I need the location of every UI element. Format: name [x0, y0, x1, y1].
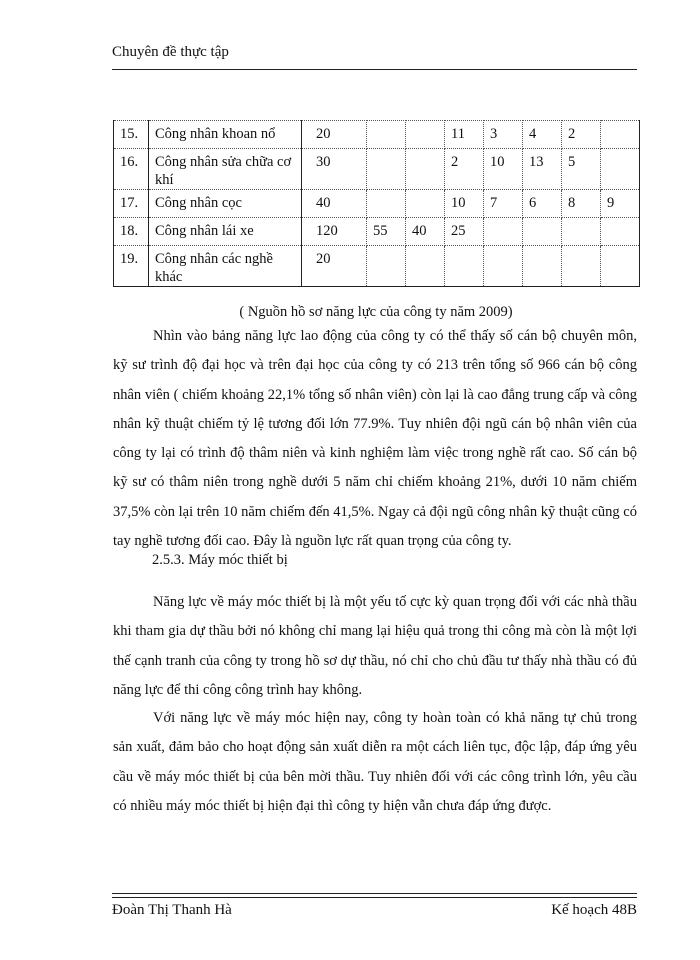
- count-cell: 10: [445, 190, 484, 218]
- count-cell: [601, 246, 640, 287]
- header-divider: [112, 69, 637, 70]
- count-cell: 20: [302, 121, 367, 149]
- count-cell: 5: [562, 149, 601, 190]
- count-cell: 10: [484, 149, 523, 190]
- row-number: 18.: [114, 218, 149, 246]
- count-cell: [484, 218, 523, 246]
- count-cell: 6: [523, 190, 562, 218]
- count-cell: [406, 149, 445, 190]
- table-row: [114, 121, 640, 149]
- count-cell: [406, 121, 445, 149]
- count-cell: 8: [562, 190, 601, 218]
- count-cell: 2: [562, 121, 601, 149]
- count-cell: [562, 246, 601, 287]
- count-cell: [601, 149, 640, 190]
- count-cell: [367, 121, 406, 149]
- count-cell: 40: [302, 190, 367, 218]
- row-number: 15.: [114, 121, 149, 149]
- footer-class: Kế hoạch 48B: [551, 902, 637, 918]
- worker-type: Công nhân cọc: [149, 190, 302, 218]
- paragraph-machinery-capacity: [113, 704, 637, 821]
- count-cell: [406, 246, 445, 287]
- paragraph-text: Năng lực về máy móc thiết bị là một yếu tố cực kỳ quan trọng đối với các nhà thầu khi tham gia dự thầu bởi nó không chỉ mang lại hiệu quả trong thi công mà còn là một lợi thế cạnh tranh của công ty trong hồ sơ dự thầu, nó chỉ cho chủ đầu tư thấy nhà thầu có đủ năng lực để thi công công trình hay không.: [113, 594, 637, 698]
- paragraph-machinery-importance: [113, 588, 637, 705]
- count-cell: 55: [367, 218, 406, 246]
- row-number: 16.: [114, 149, 149, 190]
- count-cell: 13: [523, 149, 562, 190]
- row-number: 19.: [114, 246, 149, 287]
- count-cell: [445, 246, 484, 287]
- labor-capacity-table: [113, 120, 640, 287]
- table-row: [114, 149, 640, 190]
- count-cell: [601, 218, 640, 246]
- count-cell: 30: [302, 149, 367, 190]
- section-heading-machinery: 2.5.3. Máy móc thiết bị: [152, 552, 288, 568]
- count-cell: [562, 218, 601, 246]
- count-cell: [523, 246, 562, 287]
- count-cell: 2: [445, 149, 484, 190]
- count-cell: [367, 190, 406, 218]
- footer-divider-thin: [112, 897, 637, 898]
- worker-type: Công nhân khoan nổ: [149, 121, 302, 149]
- count-cell: [523, 218, 562, 246]
- table-row: [114, 190, 640, 218]
- count-cell: 25: [445, 218, 484, 246]
- page-header-title: Chuyên đề thực tập: [112, 44, 229, 60]
- paragraph-labor-analysis: [113, 322, 637, 556]
- table-row: [114, 218, 640, 246]
- count-cell: [406, 190, 445, 218]
- footer-author: Đoàn Thị Thanh Hà: [112, 902, 232, 918]
- worker-type: Công nhân các nghề khác: [149, 246, 302, 287]
- paragraph-text: Nhìn vào bảng năng lực lao động của công ty có thể thấy số cán bộ chuyên môn, kỹ sư trình độ đại học và trên đại học của công ty có 213 trên tổng số 966 cán bộ công nhân viên ( chiếm khoảng 22,1% tổng số nhân viên) còn lại là cao đẳng trung cấp và công nhân kỹ thuật chiếm tỷ lệ tương đối lớn 77.9%. Tuy nhiên đội ngũ cán bộ nhân viên của công ty lại có trình độ thâm niên và kinh nghiệm làm việc trong nghề rất cao. Số cán bộ kỹ sư có thâm niên trong nghề dưới 5 năm chỉ chiếm khoảng 21%, dưới 10 năm chiếm 37,5% còn lại trên 10 năm chiếm đến 41,5%. Ngay cả đội ngũ công nhân kỹ thuật cũng có tay nghề tương đối cao. Đây là nguồn lực rất quan trọng của công ty.: [113, 328, 637, 550]
- count-cell: 120: [302, 218, 367, 246]
- count-cell: [367, 246, 406, 287]
- footer-divider: [112, 893, 637, 894]
- table-source-caption: ( Nguồn hồ sơ năng lực của công ty năm 2009): [239, 304, 513, 320]
- paragraph-text: Với năng lực về máy móc hiện nay, công ty hoàn toàn có khả năng tự chủ trong sản xuất, đảm bảo cho hoạt động sản xuất diễn ra một cách liên tục, độc lập, đáp ứng yêu cầu về máy móc thiết bị của bên mời thầu. Tuy nhiên đối với các công trình lớn, yêu cầu có nhiều máy móc thiết bị hiện đại thì công ty hiện vẫn chưa đáp ứng được.: [113, 710, 637, 814]
- count-cell: 40: [406, 218, 445, 246]
- row-number: 17.: [114, 190, 149, 218]
- count-cell: 11: [445, 121, 484, 149]
- worker-type: Công nhân sửa chữa cơ khí: [149, 149, 302, 190]
- count-cell: [484, 246, 523, 287]
- count-cell: 9: [601, 190, 640, 218]
- count-cell: [601, 121, 640, 149]
- worker-type: Công nhân lái xe: [149, 218, 302, 246]
- count-cell: 4: [523, 121, 562, 149]
- count-cell: [367, 149, 406, 190]
- count-cell: 3: [484, 121, 523, 149]
- count-cell: 7: [484, 190, 523, 218]
- table-row: [114, 246, 640, 287]
- count-cell: 20: [302, 246, 367, 287]
